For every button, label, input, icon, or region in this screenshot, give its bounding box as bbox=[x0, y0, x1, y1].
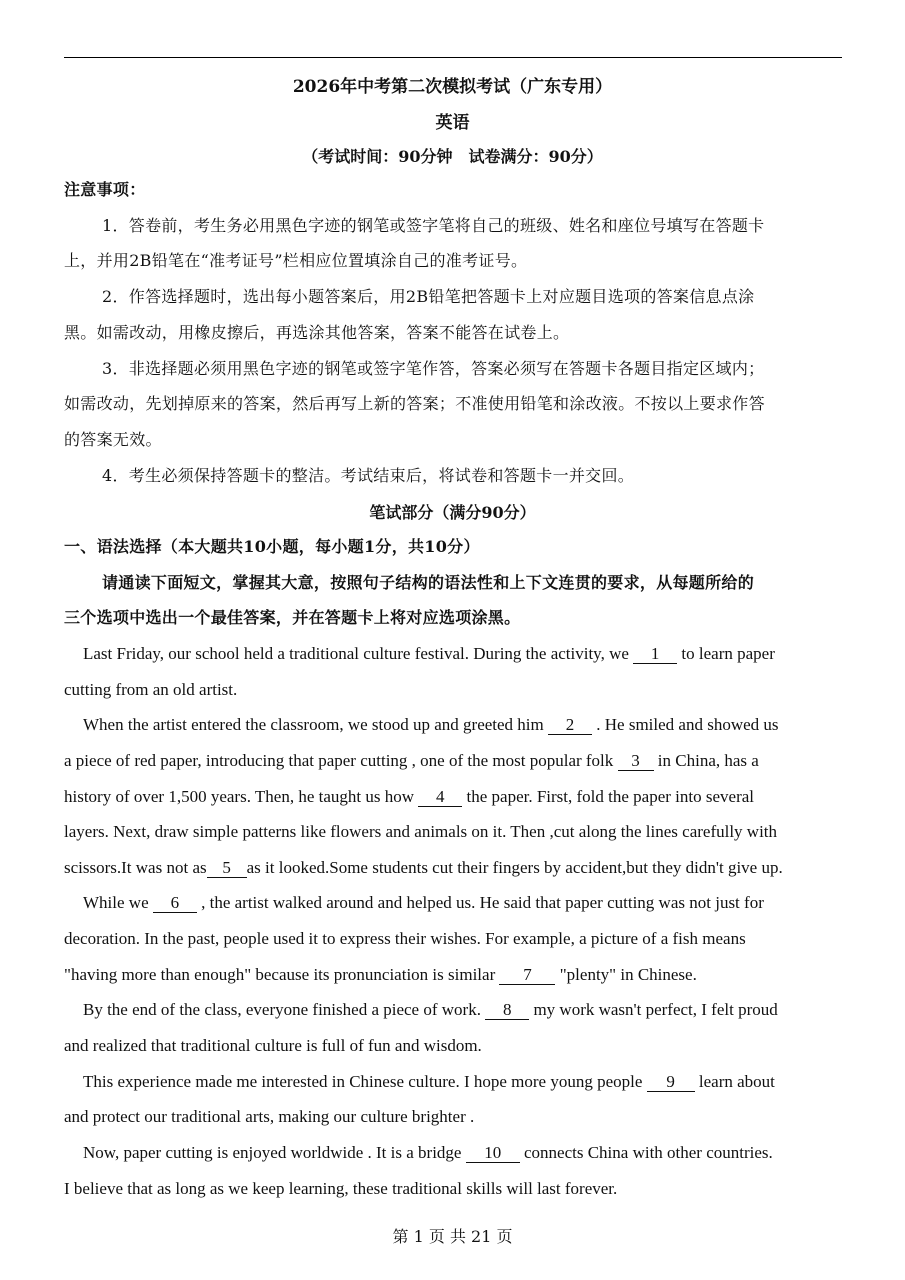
passage-line: and realized that traditional culture is full of fun and wisdom. bbox=[64, 1036, 482, 1055]
passage-line: and protect our traditional arts, making our culture brighter . bbox=[64, 1107, 475, 1126]
notice-line: 的答案无效。 bbox=[64, 430, 162, 449]
notice-heading: 注意事项： bbox=[64, 180, 146, 199]
instruction-line: 请通读下面短文，掌握其大意，按照句子结构的语法性和上下文连贯的要求，从每题所给的 bbox=[102, 573, 755, 592]
section-title: 笔试部分（满分90分） bbox=[369, 503, 536, 522]
blank-10: 10 bbox=[466, 1144, 520, 1163]
part-heading: 一、语法选择（本大题共10小题，每小题1分，共10分） bbox=[64, 537, 480, 556]
page-number: 第 1 页 共 21 页 bbox=[392, 1227, 513, 1246]
passage-line: layers. Next, draw simple patterns like flowers and animals on it. Then ,cut along the lines carefully with bbox=[64, 822, 778, 841]
instruction-line: 三个选项中选出一个最佳答案，并在答题卡上将对应选项涂黑。 bbox=[64, 608, 521, 627]
passage-line: When the artist entered the classroom, we stood up and greeted him 2 . He smiled and showed us bbox=[83, 715, 779, 734]
blank-3: 3 bbox=[618, 752, 654, 771]
exam-title: 2026年中考第二次模拟考试（广东专用） bbox=[292, 77, 613, 97]
blank-9: 9 bbox=[647, 1073, 695, 1092]
notice-line: 上，并用2B铅笔在“准考证号”栏相应位置填涂自己的准考证号。 bbox=[64, 251, 528, 270]
passage-line: a piece of red paper, introducing that paper cutting , one of the most popular folk 3 in China, has a bbox=[64, 751, 759, 770]
passage-line: I believe that as long as we keep learning, these traditional skills will last forever. bbox=[64, 1179, 618, 1198]
top-rule bbox=[64, 57, 842, 58]
passage-line: By the end of the class, everyone finished a piece of work. 8 my work wasn't perfect, I felt proud bbox=[83, 1000, 778, 1019]
passage-line: Last Friday, our school held a traditional culture festival. During the activity, we 1 to learn paper bbox=[83, 644, 775, 663]
blank-7: 7 bbox=[499, 966, 555, 985]
blank-5: 5 bbox=[207, 859, 247, 878]
passage-line: decoration. In the past, people used it to express their wishes. For example, a picture of a fish means bbox=[64, 929, 746, 948]
passage-line: "having more than enough" because its pronunciation is similar 7 "plenty" in Chinese. bbox=[64, 965, 697, 984]
passage-line: cutting from an old artist. bbox=[64, 680, 238, 699]
subject-title: 英语 bbox=[435, 113, 470, 133]
blank-4: 4 bbox=[418, 788, 462, 807]
notice-line: 1．答卷前，考生务必用黑色字迹的钢笔或签字笔将自己的班级、姓名和座位号填写在答题卡 bbox=[102, 216, 765, 235]
notice-line: 4．考生必须保持答题卡的整洁。考试结束后，将试卷和答题卡一并交回。 bbox=[102, 466, 635, 485]
notice-line: 3．非选择题必须用黑色字迹的钢笔或签字笔作答，答案必须写在答题卡各题目指定区域内； bbox=[102, 359, 765, 378]
notice-line: 如需改动，先划掉原来的答案，然后再写上新的答案；不准使用铅笔和涂改液。不按以上要求作答 bbox=[64, 394, 765, 413]
blank-1: 1 bbox=[633, 645, 677, 664]
passage-line: Now, paper cutting is enjoyed worldwide . It is a bridge 10 connects China with other countries. bbox=[83, 1143, 773, 1162]
passage-line: This experience made me interested in Chinese culture. I hope more young people 9 learn about bbox=[83, 1072, 775, 1091]
notice-line: 2．作答选择题时，选出每小题答案后，用2B铅笔把答题卡上对应题目选项的答案信息点涂 bbox=[102, 287, 755, 306]
passage-line: While we 6 , the artist walked around and helped us. He said that paper cutting was not just for bbox=[83, 893, 764, 912]
blank-8: 8 bbox=[485, 1001, 529, 1020]
blank-6: 6 bbox=[153, 894, 197, 913]
notice-line: 黑。如需改动，用橡皮擦后，再选涂其他答案，答案不能答在试卷上。 bbox=[64, 323, 570, 342]
passage-line: history of over 1,500 years. Then, he taught us how 4 the paper. First, fold the paper into several bbox=[64, 787, 755, 806]
exam-info: （考试时间：90分钟 试卷满分：90分） bbox=[302, 147, 603, 166]
passage-line: scissors.It was not as 5 as it looked.Some students cut their fingers by accident,but they didn't give up. bbox=[64, 858, 783, 877]
blank-2: 2 bbox=[548, 716, 592, 735]
